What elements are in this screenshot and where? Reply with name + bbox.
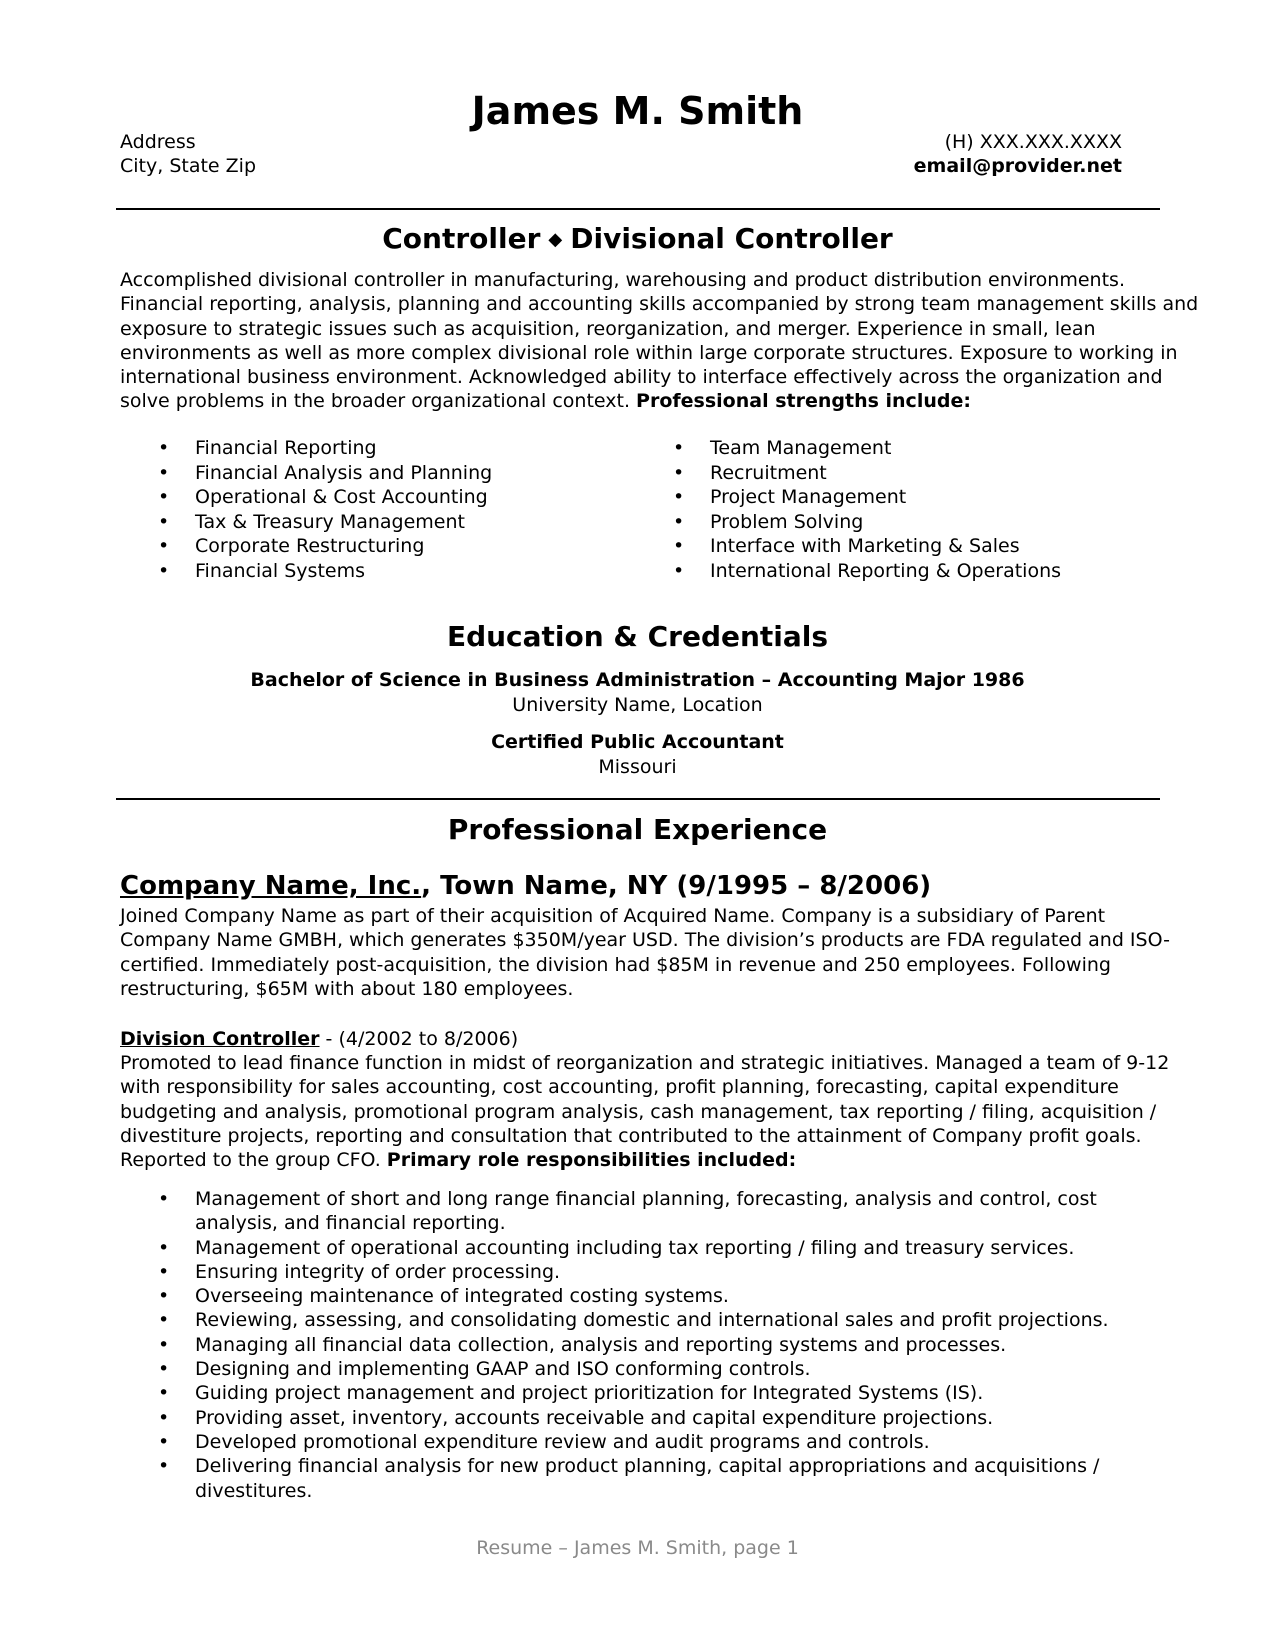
role-dates: - (4/2002 to 8/2006) <box>319 1028 519 1050</box>
description-line: restructuring, $65M with about 180 employees. <box>120 977 574 1000</box>
list-item <box>635 461 1061 486</box>
bullet-icon: • <box>158 486 170 509</box>
bullet-icon: • <box>158 1188 170 1210</box>
strengths-label: Professional strengths include: <box>636 390 971 413</box>
responsibility-text: Managing all financial data collection, analysis and reporting systems and processes. <box>195 1333 1007 1356</box>
responsibility-text: Management of operational accounting including tax reporting / filing and treasury services. <box>195 1236 1075 1259</box>
description-line: divestiture projects, reporting and consultation that contributed to the attainment of Company profit goals. <box>120 1124 1142 1147</box>
list-item <box>120 1308 1165 1332</box>
bullet-icon: • <box>673 559 685 582</box>
responsibility-text: Delivering financial analysis for new product planning, capital appropriations and acquisitions / divestitures. <box>195 1455 1100 1502</box>
bullet-icon: • <box>158 510 170 533</box>
email-address: email@provider.net <box>913 155 1122 177</box>
list-item <box>635 559 1061 584</box>
description-line: Joined Company Name as part of their acquisition of Acquired Name. Company is a subsidiary of Parent <box>120 905 1106 927</box>
education-heading: Education & Credentials <box>446 620 829 653</box>
list-item <box>635 534 1061 559</box>
list-item <box>120 1357 1165 1381</box>
bullet-icon: • <box>158 1406 170 1429</box>
list-item <box>635 485 1061 510</box>
strengths-right-column <box>635 436 1061 584</box>
strength-label: Problem Solving <box>710 510 864 533</box>
contact-block <box>120 130 1122 178</box>
summary-line: Accomplished divisional controller in manufacturing, warehousing and product distribution environments. <box>120 269 1125 291</box>
responsibility-text: Guiding project management and project prioritization for Integrated Systems (IS). <box>195 1382 984 1405</box>
bullet-icon: • <box>158 1260 170 1283</box>
description-line: Promoted to lead finance function in midst of reorganization and strategic initiatives. Managed a team of 9-12 <box>120 1052 1170 1074</box>
responsibility-text: Ensuring integrity of order processing. <box>195 1260 561 1283</box>
list-item <box>120 510 635 535</box>
list-item <box>120 1260 1165 1284</box>
bullet-icon: • <box>673 437 685 459</box>
strength-label: Interface with Marketing & Sales <box>710 535 1020 558</box>
bullet-icon: • <box>158 461 170 484</box>
list-item <box>120 436 635 461</box>
list-item <box>120 1187 1165 1236</box>
strength-label: Corporate Restructuring <box>195 535 425 558</box>
responsibility-text: Management of short and long range financial planning, forecasting, analysis and control, cost analysis, and financial reporting. <box>195 1188 1097 1235</box>
strengths-list <box>120 436 1120 584</box>
bullet-icon: • <box>158 1236 170 1259</box>
role-description <box>120 1051 1170 1172</box>
strength-label: Financial Analysis and Planning <box>195 461 493 484</box>
bullet-icon: • <box>158 1309 170 1332</box>
bullet-icon: • <box>158 1455 170 1478</box>
summary-line: international business environment. Acknowledged ability to interface effectively across the organization and <box>120 366 1163 389</box>
role-title: Division Controller <box>120 1028 320 1050</box>
summary-paragraph <box>120 268 1199 414</box>
strength-label: Recruitment <box>710 461 827 484</box>
company-description <box>120 904 1170 1001</box>
description-line: with responsibility for sales accounting, cost accounting, profit planning, forecasting, capital expenditure <box>120 1076 1119 1099</box>
list-item <box>120 1406 1165 1430</box>
job-title-primary: Controller <box>382 222 541 255</box>
list-item <box>120 1284 1165 1308</box>
certification-state: Missouri <box>598 756 677 778</box>
description-line <box>120 1148 1165 1172</box>
strength-label: Team Management <box>710 437 892 459</box>
phone-number: (H) XXX.XXX.XXXX <box>944 131 1122 153</box>
role-last-line: Reported to the group CFO. <box>120 1149 381 1172</box>
list-item <box>120 1381 1165 1405</box>
bullet-icon: • <box>673 535 685 558</box>
summary-line: exposure to strategic issues such as acquisition, reorganization, and merger. Experience in small, lean <box>120 317 1096 340</box>
description-line: budgeting and analysis, promotional program analysis, cash management, tax reporting / filing, acquisition / <box>120 1100 1157 1123</box>
bullet-icon: • <box>158 1430 170 1453</box>
list-item <box>120 1430 1165 1454</box>
candidate-name: James M. Smith <box>471 89 804 133</box>
list-item <box>120 485 635 510</box>
bullet-icon: • <box>673 486 685 509</box>
bullet-icon: • <box>673 510 685 533</box>
job-title-secondary: Divisional Controller <box>570 222 893 255</box>
page-footer: Resume – James M. Smith, page 1 <box>476 1537 799 1559</box>
degree-title: Bachelor of Science in Business Administration – Accounting Major 1986 <box>250 669 1025 691</box>
experience-divider <box>116 798 1160 800</box>
list-item <box>120 1454 1165 1503</box>
school-name: University Name, Location <box>512 694 763 716</box>
responsibility-text: Developed promotional expenditure review and audit programs and controls. <box>195 1430 930 1453</box>
summary-line: environments as well as more complex divisional role within large corporate structures. Exposure to working in <box>120 341 1178 364</box>
responsibility-text: Providing asset, inventory, accounts receivable and capital expenditure projections. <box>195 1406 994 1429</box>
company-heading <box>120 870 1165 902</box>
list-item <box>635 436 1061 461</box>
top-divider <box>116 208 1160 210</box>
bullet-icon: • <box>158 1382 170 1405</box>
bullet-icon: • <box>673 461 685 484</box>
bullet-icon: • <box>158 437 170 459</box>
bullet-icon: • <box>158 535 170 558</box>
role-heading <box>120 1027 518 1051</box>
description-line: Company Name GMBH, which generates $350M/year USD. The division’s products are FDA regulated and ISO- <box>120 929 1170 952</box>
experience-heading: Professional Experience <box>447 813 828 846</box>
list-item <box>120 534 635 559</box>
company-location-dates: , Town Name, NY (9/1995 – 8/2006) <box>421 871 932 901</box>
strength-label: Tax & Treasury Management <box>195 510 465 533</box>
bullet-icon: • <box>158 559 170 582</box>
strengths-left-column <box>120 436 635 584</box>
responsibility-text: Reviewing, assessing, and consolidating domestic and international sales and profit projections. <box>195 1309 1109 1332</box>
strength-label: International Reporting & Operations <box>710 559 1062 582</box>
strength-label: Financial Systems <box>195 559 365 582</box>
responsibilities-list <box>120 1187 1165 1503</box>
bullet-icon: • <box>158 1358 170 1381</box>
company-name: Company Name, Inc. <box>120 871 422 901</box>
city-state-zip: City, State Zip <box>120 155 257 177</box>
strength-label: Operational & Cost Accounting <box>195 486 488 509</box>
strength-label: Financial Reporting <box>195 437 377 459</box>
list-item <box>635 510 1061 535</box>
diamond-separator-icon: ◆ <box>548 229 563 250</box>
summary-last-line: solve problems in the broader organizational context. <box>120 390 630 413</box>
list-item <box>120 1333 1165 1357</box>
certification-title: Certified Public Accountant <box>491 731 784 753</box>
summary-line <box>120 389 1165 413</box>
responsibilities-label: Primary role responsibilities included: <box>386 1149 797 1172</box>
list-item <box>120 1236 1165 1260</box>
list-item <box>120 461 635 486</box>
job-title-heading <box>0 222 1275 257</box>
summary-line: Financial reporting, analysis, planning and accounting skills accompanied by strong team management skills and <box>120 293 1199 316</box>
responsibility-text: Overseeing maintenance of integrated costing systems. <box>195 1285 729 1308</box>
bullet-icon: • <box>158 1333 170 1356</box>
bullet-icon: • <box>158 1285 170 1308</box>
description-line: certified. Immediately post-acquisition, the division had $85M in revenue and 250 employees. Following <box>120 953 1111 976</box>
responsibility-text: Designing and implementing GAAP and ISO conforming controls. <box>195 1358 811 1381</box>
address-line: Address <box>120 131 196 153</box>
list-item <box>120 559 635 584</box>
strength-label: Project Management <box>710 486 907 509</box>
